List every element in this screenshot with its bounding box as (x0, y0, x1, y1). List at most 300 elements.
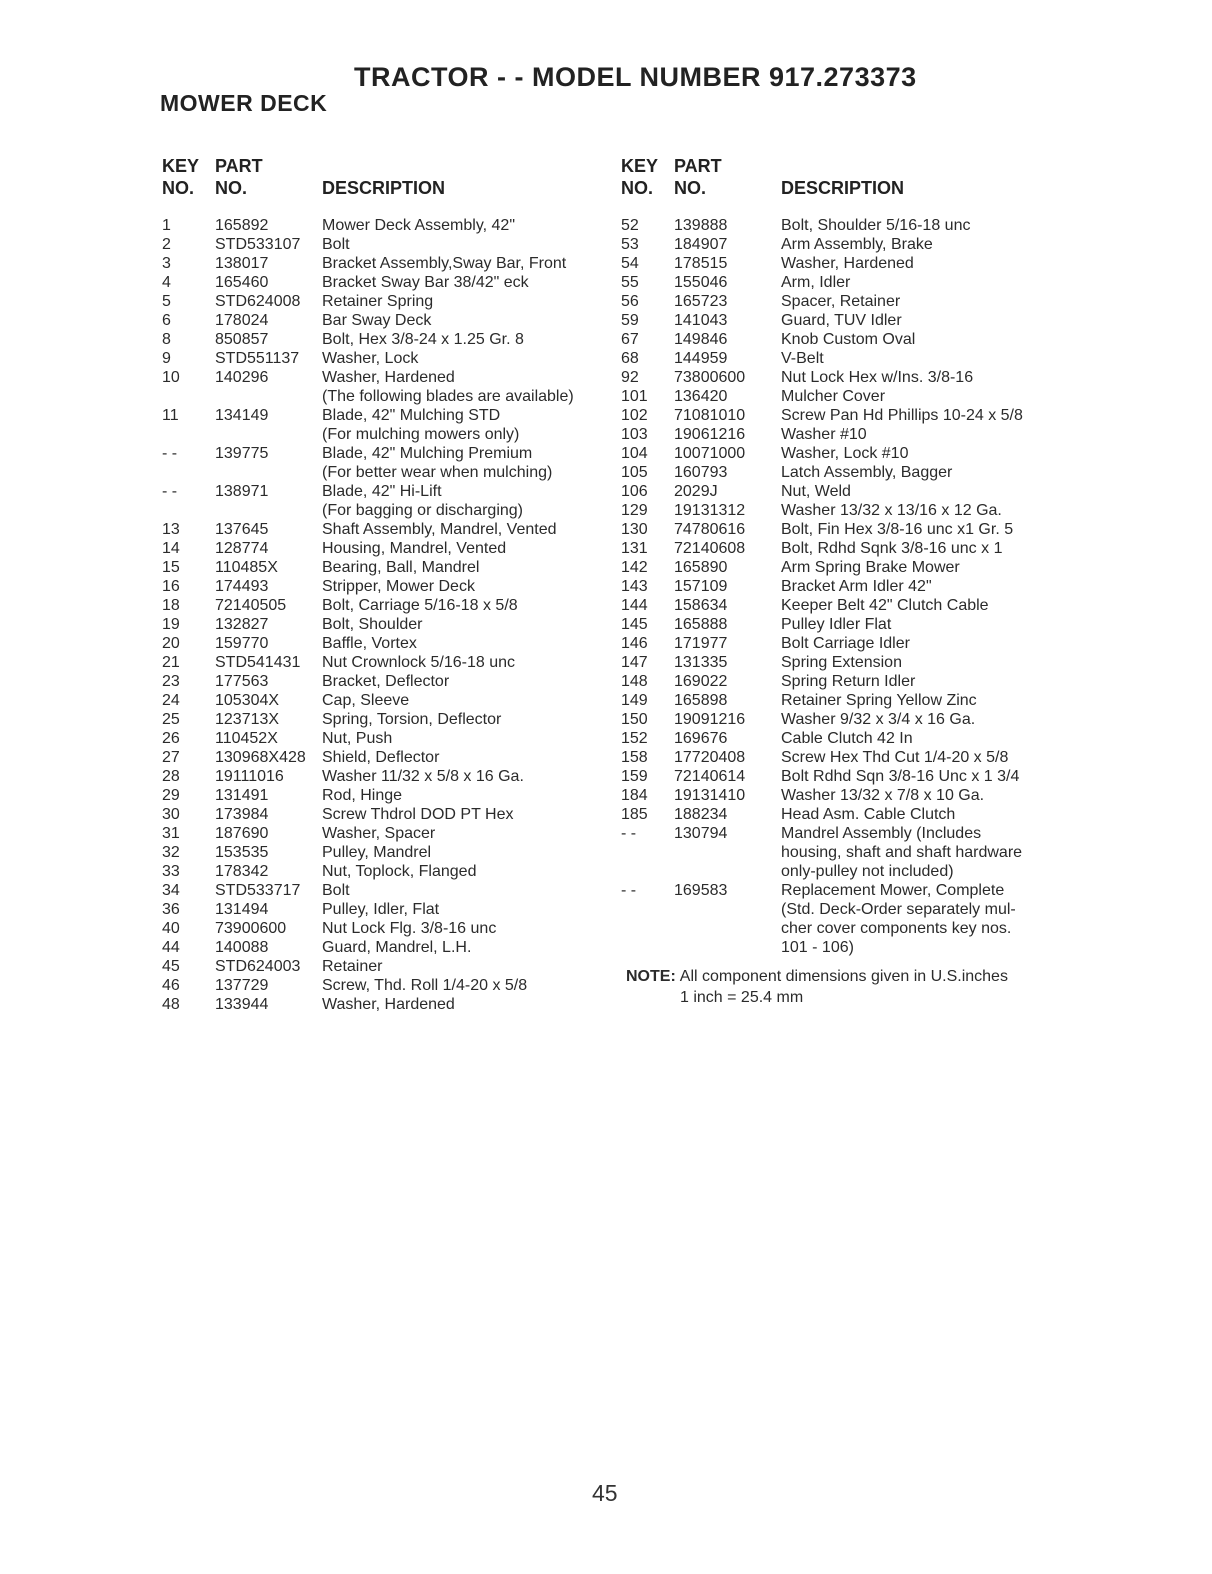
description: Bolt, Fin Hex 3/8-16 unc x1 Gr. 5 (781, 521, 1014, 538)
part-no: 132827 (215, 616, 269, 633)
table-row (162, 691, 602, 710)
description: Nut Lock Hex w/Ins. 3/8-16 (781, 369, 974, 386)
key-no: - - (621, 882, 637, 899)
key-no: 4 (162, 274, 171, 291)
key-no: 26 (162, 730, 180, 747)
part-no: 138017 (215, 255, 269, 272)
page-title: TRACTOR - - MODEL NUMBER 917.273373 (354, 62, 917, 92)
key-no: 106 (621, 483, 648, 500)
parts-table-right (621, 156, 1061, 957)
description: only-pulley not included) (781, 863, 954, 880)
table-row (162, 444, 602, 463)
table-row (621, 292, 1061, 311)
part-no: 128774 (215, 540, 269, 557)
key-no: - - (162, 445, 178, 462)
header-description: DESCRIPTION (322, 178, 446, 198)
table-row (621, 900, 1061, 919)
description: Washer, Hardened (322, 369, 455, 386)
part-no: 110452X (215, 730, 278, 747)
part-no: 165723 (674, 293, 728, 310)
table-body (162, 216, 602, 1014)
description: Washer, Spacer (322, 825, 436, 842)
part-no: 178024 (215, 312, 269, 329)
part-no: 130968X428 (215, 749, 306, 766)
key-no: 145 (621, 616, 648, 633)
table-row (162, 767, 602, 786)
description: Mulcher Cover (781, 388, 886, 405)
table-row (162, 748, 602, 767)
key-no: 158 (621, 749, 648, 766)
table-body (621, 216, 1061, 957)
table-row (621, 254, 1061, 273)
part-no: 130794 (674, 825, 728, 842)
table-row (162, 786, 602, 805)
key-no: 129 (621, 502, 648, 519)
description: Bar Sway Deck (322, 312, 432, 329)
header-description: DESCRIPTION (781, 178, 905, 198)
table-row (621, 273, 1061, 292)
part-no: 165892 (215, 217, 269, 234)
description: Arm Spring Brake Mower (781, 559, 960, 576)
description: Spring, Torsion, Deflector (322, 711, 502, 728)
key-no: 68 (621, 350, 639, 367)
header-part: PART (215, 156, 263, 176)
part-no: 850857 (215, 331, 269, 348)
key-no: 185 (621, 806, 648, 823)
part-no: 173984 (215, 806, 269, 823)
key-no: 48 (162, 996, 180, 1013)
part-no: 73900600 (215, 920, 287, 937)
table-row (162, 558, 602, 577)
key-no: 159 (621, 768, 648, 785)
table-row (162, 900, 602, 919)
description: Nut, Push (322, 730, 393, 747)
part-no: 141043 (674, 312, 728, 329)
description: Washer, Lock (322, 350, 419, 367)
table-row (621, 577, 1061, 596)
table-row (162, 824, 602, 843)
description: Screw Pan Hd Phillips 10-24 x 5/8 (781, 407, 1023, 424)
table-row (162, 235, 602, 254)
table-row (621, 539, 1061, 558)
part-no: 155046 (674, 274, 728, 291)
key-no: 36 (162, 901, 180, 918)
table-row (162, 292, 602, 311)
table-row (162, 938, 602, 957)
note-conversion: 1 inch = 25.4 mm (680, 989, 804, 1006)
description: Shield, Deflector (322, 749, 440, 766)
description: (The following blades are available) (322, 388, 574, 405)
part-no: STD541431 (215, 654, 301, 671)
description: Nut, Toplock, Flanged (322, 863, 477, 880)
key-no: 21 (162, 654, 180, 671)
part-no: 174493 (215, 578, 269, 595)
table-row (621, 729, 1061, 748)
key-no: 2 (162, 236, 171, 253)
table-row (621, 805, 1061, 824)
part-no: 2029J (674, 483, 718, 500)
description: Washer 13/32 x 7/8 x 10 Ga. (781, 787, 985, 804)
key-no: 147 (621, 654, 648, 671)
table-row (621, 501, 1061, 520)
table-row (621, 786, 1061, 805)
header-part: PART (674, 156, 722, 176)
description: Bolt (322, 882, 350, 899)
key-no: 11 (162, 407, 179, 424)
key-no: 9 (162, 350, 171, 367)
note-label: NOTE: (626, 968, 676, 985)
part-no: 144959 (674, 350, 728, 367)
table-row (621, 482, 1061, 501)
description: Mandrel Assembly (Includes (781, 825, 982, 842)
table-row (162, 862, 602, 881)
key-no: 6 (162, 312, 171, 329)
part-no: STD551137 (215, 350, 300, 367)
table-row (621, 425, 1061, 444)
description: 101 - 106) (781, 939, 854, 956)
part-no: 72140608 (674, 540, 746, 557)
table-row (162, 501, 602, 520)
description: Housing, Mandrel, Vented (322, 540, 507, 557)
key-no: 54 (621, 255, 639, 272)
table-row (621, 463, 1061, 482)
description: Washer, Hardened (322, 996, 455, 1013)
table-row (162, 615, 602, 634)
header-key-no: NO. (621, 178, 654, 198)
part-no: 131494 (215, 901, 269, 918)
description: V-Belt (781, 350, 824, 367)
table-row (162, 710, 602, 729)
part-no: 74780616 (674, 521, 746, 538)
description: (For better wear when mulching) (322, 464, 553, 481)
description: Pulley Idler Flat (781, 616, 892, 633)
key-no: 20 (162, 635, 180, 652)
description: Baffle, Vortex (322, 635, 417, 652)
description: Spring Extension (781, 654, 902, 671)
key-no: 10 (162, 369, 180, 386)
table-row (162, 881, 602, 900)
table-row (162, 368, 602, 387)
note-text: All component dimensions given in U.S.inches (679, 968, 1008, 985)
description: Washer, Hardened (781, 255, 914, 272)
key-no: 59 (621, 312, 639, 329)
key-no: 1 (162, 217, 171, 234)
description: Cable Clutch 42 In (781, 730, 913, 747)
table-row (162, 976, 602, 995)
description: Retainer Spring (322, 293, 434, 310)
table-row (621, 691, 1061, 710)
key-no: 53 (621, 236, 639, 253)
key-no: 8 (162, 331, 171, 348)
part-no: 133944 (215, 996, 269, 1013)
header-key: KEY (621, 156, 659, 176)
key-no: 45 (162, 958, 180, 975)
header-key: KEY (162, 156, 200, 176)
key-no: 33 (162, 863, 180, 880)
header-part-no: NO. (215, 178, 248, 198)
description: Nut Crownlock 5/16-18 unc (322, 654, 515, 671)
description: (For bagging or discharging) (322, 502, 523, 519)
part-no: 137645 (215, 521, 269, 538)
description: (Std. Deck-Order separately mul- (781, 901, 1016, 918)
table-row (621, 710, 1061, 729)
description: Stripper, Mower Deck (322, 578, 475, 595)
description: Bolt Rdhd Sqn 3/8-16 Unc x 1 3/4 (781, 768, 1020, 785)
table-row (162, 672, 602, 691)
table-row (162, 463, 602, 482)
key-no: 149 (621, 692, 648, 709)
description: Bolt Carriage Idler (781, 635, 910, 652)
table-row (621, 330, 1061, 349)
part-no: 19131312 (674, 502, 746, 519)
part-no: 188234 (674, 806, 728, 823)
table-row (621, 919, 1061, 938)
table-row (162, 919, 602, 938)
description: housing, shaft and shaft hardware (781, 844, 1023, 861)
table-row (621, 653, 1061, 672)
table-row (621, 216, 1061, 235)
part-no: 131491 (215, 787, 269, 804)
table-row (621, 235, 1061, 254)
table-row (621, 520, 1061, 539)
key-no: 34 (162, 882, 180, 899)
description: Washer, Lock #10 (781, 445, 909, 462)
description: Blade, 42" Hi-Lift (322, 483, 442, 500)
key-no: 19 (162, 616, 180, 633)
part-no: 149846 (674, 331, 728, 348)
table-row (621, 349, 1061, 368)
table-row (621, 881, 1061, 900)
description: Arm Assembly, Brake (781, 236, 933, 253)
part-no: 165888 (674, 616, 728, 633)
key-no: 101 (621, 388, 648, 405)
key-no: 13 (162, 521, 180, 538)
part-no: 169676 (674, 730, 728, 747)
description: Washer 9/32 x 3/4 x 16 Ga. (781, 711, 976, 728)
part-no: 140088 (215, 939, 269, 956)
description: Cap, Sleeve (322, 692, 410, 709)
key-no: 16 (162, 578, 180, 595)
key-no: 52 (621, 217, 639, 234)
header-part-no: NO. (674, 178, 707, 198)
key-no: 40 (162, 920, 180, 937)
key-no: 24 (162, 692, 180, 709)
key-no: 55 (621, 274, 639, 291)
part-no: 134149 (215, 407, 269, 424)
key-no: 27 (162, 749, 180, 766)
table-row (621, 406, 1061, 425)
part-no: 184907 (674, 236, 728, 253)
part-no: 138971 (215, 483, 269, 500)
description: Arm, Idler (781, 274, 851, 291)
part-no: 19061216 (674, 426, 746, 443)
key-no: 32 (162, 844, 180, 861)
key-no: 29 (162, 787, 180, 804)
key-no: 5 (162, 293, 171, 310)
table-row (621, 368, 1061, 387)
description: Washer 11/32 x 5/8 x 16 Ga. (322, 768, 524, 785)
key-no: 184 (621, 787, 648, 804)
description: Shaft Assembly, Mandrel, Vented (322, 521, 557, 538)
part-no: 178342 (215, 863, 269, 880)
part-no: 169583 (674, 882, 728, 899)
key-no: 67 (621, 331, 639, 348)
part-no: 73800600 (674, 369, 746, 386)
table-row (162, 330, 602, 349)
part-no: 19131410 (674, 787, 746, 804)
part-no: STD624008 (215, 293, 301, 310)
key-no: - - (621, 825, 637, 842)
table-row (162, 349, 602, 368)
description: Replacement Mower, Complete (781, 882, 1005, 899)
parts-table-left (162, 156, 602, 1014)
part-no: 178515 (674, 255, 728, 272)
table-row (162, 577, 602, 596)
description: cher cover components key nos. (781, 920, 1012, 937)
key-no: 143 (621, 578, 648, 595)
part-no: 187690 (215, 825, 269, 842)
description: Bearing, Ball, Mandrel (322, 559, 480, 576)
key-no: 14 (162, 540, 180, 557)
table-row (621, 938, 1061, 957)
part-no: 160793 (674, 464, 728, 481)
table-row (162, 406, 602, 425)
table-row (162, 520, 602, 539)
table-row (162, 254, 602, 273)
table-row (621, 387, 1061, 406)
description: Bracket Sway Bar 38/42" eck (322, 274, 529, 291)
part-no: 131335 (674, 654, 728, 671)
key-no: 25 (162, 711, 180, 728)
description: Washer #10 (781, 426, 867, 443)
key-no: 15 (162, 559, 180, 576)
table-row (162, 729, 602, 748)
part-no: 153535 (215, 844, 269, 861)
table-row (621, 615, 1061, 634)
part-no: 177563 (215, 673, 269, 690)
table-row (162, 805, 602, 824)
description: Retainer (322, 958, 383, 975)
table-row (162, 387, 602, 406)
key-no: 146 (621, 635, 648, 652)
description: (For mulching mowers only) (322, 426, 520, 443)
page-number: 45 (592, 1480, 618, 1506)
part-no: 169022 (674, 673, 728, 690)
table-row (162, 995, 602, 1014)
table-row (162, 843, 602, 862)
key-no: 18 (162, 597, 180, 614)
description: Retainer Spring Yellow Zinc (781, 692, 977, 709)
description: Bracket Assembly,Sway Bar, Front (322, 255, 567, 272)
description: Mower Deck Assembly, 42" (322, 217, 515, 234)
key-no: 92 (621, 369, 639, 386)
table-row (621, 634, 1061, 653)
key-no: 131 (621, 540, 648, 557)
key-no: 31 (162, 825, 180, 842)
key-no: 102 (621, 407, 648, 424)
description: Pulley, Mandrel (322, 844, 432, 861)
key-no: 142 (621, 559, 648, 576)
table-row (621, 672, 1061, 691)
description: Screw Thdrol DOD PT Hex (322, 806, 514, 823)
part-no: 72140614 (674, 768, 746, 785)
key-no: 105 (621, 464, 648, 481)
description: Bracket, Deflector (322, 673, 450, 690)
table-row (621, 748, 1061, 767)
table-row (162, 539, 602, 558)
header-key-no: NO. (162, 178, 195, 198)
key-no: 56 (621, 293, 639, 310)
part-no: 110485X (215, 559, 278, 576)
part-no: 140296 (215, 369, 269, 386)
part-no: 165460 (215, 274, 269, 291)
key-no: 144 (621, 597, 648, 614)
description: Bolt, Shoulder (322, 616, 423, 633)
table-row (162, 482, 602, 501)
description: Rod, Hinge (322, 787, 403, 804)
part-no: STD533107 (215, 236, 301, 253)
description: Spacer, Retainer (781, 293, 901, 310)
table-row (621, 444, 1061, 463)
description: Spring Return Idler (781, 673, 916, 690)
description: Bolt (322, 236, 350, 253)
table-row (621, 862, 1061, 881)
description: Knob Custom Oval (781, 331, 916, 348)
key-no: 130 (621, 521, 648, 538)
description: Nut, Weld (781, 483, 851, 500)
part-no: 157109 (674, 578, 728, 595)
key-no: 28 (162, 768, 180, 785)
description: Bolt, Rdhd Sqnk 3/8-16 unc x 1 (781, 540, 1003, 557)
description: Keeper Belt 42" Clutch Cable (781, 597, 989, 614)
part-no: 139775 (215, 445, 269, 462)
part-no: 10071000 (674, 445, 746, 462)
table-row (162, 596, 602, 615)
key-no: 46 (162, 977, 180, 994)
part-no: 137729 (215, 977, 269, 994)
description: Bolt, Hex 3/8-24 x 1.25 Gr. 8 (322, 331, 524, 348)
part-no: 159770 (215, 635, 269, 652)
key-no: 3 (162, 255, 171, 272)
part-no: 171977 (674, 635, 728, 652)
table-header (162, 156, 602, 208)
description: Bracket Arm Idler 42" (781, 578, 932, 595)
table-row (621, 824, 1061, 843)
table-row (621, 311, 1061, 330)
part-no: 123713X (215, 711, 280, 728)
key-no: 23 (162, 673, 180, 690)
part-no: STD624003 (215, 958, 301, 975)
table-row (162, 425, 602, 444)
key-no: 104 (621, 445, 648, 462)
key-no: 44 (162, 939, 180, 956)
table-row (621, 558, 1061, 577)
description: Latch Assembly, Bagger (781, 464, 953, 481)
note (626, 966, 1008, 1008)
table-row (621, 596, 1061, 615)
description: Bolt, Shoulder 5/16-18 unc (781, 217, 971, 234)
table-header (621, 156, 1061, 208)
description: Bolt, Carriage 5/16-18 x 5/8 (322, 597, 518, 614)
description: Pulley, Idler, Flat (322, 901, 440, 918)
table-row (621, 843, 1061, 862)
description: Blade, 42" Mulching STD (322, 407, 501, 424)
table-row (162, 273, 602, 292)
description: Washer 13/32 x 13/16 x 12 Ga. (781, 502, 1002, 519)
table-row (162, 216, 602, 235)
description: Blade, 42" Mulching Premium (322, 445, 533, 462)
part-no: STD533717 (215, 882, 301, 899)
